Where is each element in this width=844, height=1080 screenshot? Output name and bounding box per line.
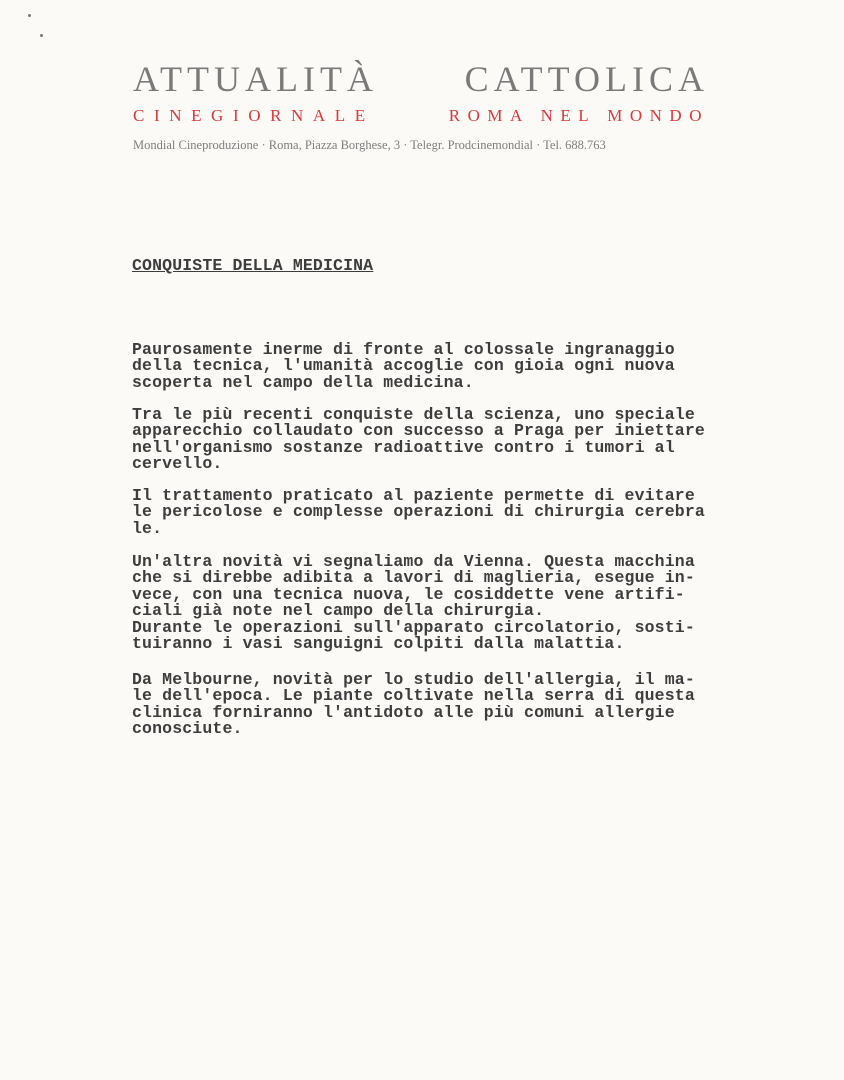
letterhead-subtitle — [133, 106, 709, 126]
letterhead-title — [133, 58, 709, 100]
document-heading: CONQUISTE DELLA MEDICINA — [132, 256, 374, 275]
letterhead-subtitle-right: ROMA NEL MONDO — [448, 106, 709, 125]
paper-speck — [40, 34, 43, 37]
paragraph: Un'altra novità vi segnaliamo da Vienna. Questa macchina che si direbbe adibita a lavori di maglieria, esegue in- vece, con una tecnica nuova, le cosiddette vene artifi- ciali già note nel campo della chirurgia. Durante le operazioni sull'apparato circolatorio, sosti- tuiranno i vasi sanguigni colpiti dalla malattia. — [132, 552, 695, 654]
letterhead-subtitle-left: CINEGIORNALE — [133, 106, 375, 125]
letterhead-title-right: CATTOLICA — [464, 59, 709, 99]
paragraph: Tra le più recenti conquiste della scienza, uno speciale apparecchio collaudato con successo a Praga per iniettare nell'organismo sostanze radioattive contro i tumori al cervello. — [132, 405, 705, 474]
letterhead-title-left: ATTUALITÀ — [133, 59, 378, 99]
paragraph: Paurosamente inerme di fronte al colossale ingranaggio della tecnica, l'umanità accoglie con gioia ogni nuova scoperta nel campo della medicina. — [132, 340, 675, 392]
paragraph: Il trattamento praticato al paziente permette di evitare le pericolose e complesse operazioni di chirurgia cerebra le. — [132, 486, 705, 538]
letterhead-address: Mondial Cineproduzione · Roma, Piazza Borghese, 3 · Telegr. Prodcinemondial · Tel. 688.763 — [133, 138, 606, 152]
paper-speck — [28, 14, 31, 17]
paragraph: Da Melbourne, novità per lo studio dell'allergia, il ma- le dell'epoca. Le piante coltivate nella serra di questa clinica forniranno l'antidoto alle più comuni allergie conosciute. — [132, 670, 695, 739]
